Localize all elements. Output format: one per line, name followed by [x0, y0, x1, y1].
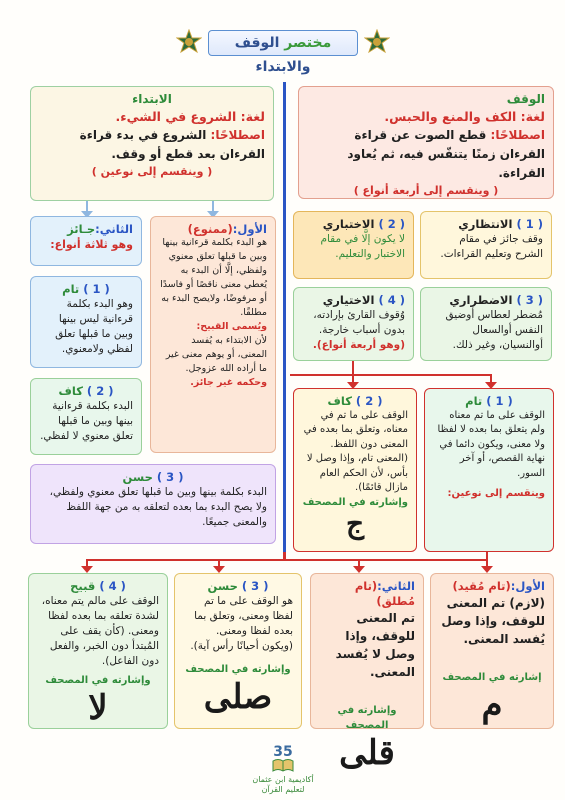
mamnu-name: (ممنوع) — [187, 222, 233, 236]
bottom-text: الوقف على مالم يتم معناه، لشدة تعلقه بما بعده لفظا ومعنى. (كأن يقف على المُبتدأ دون الخبر، والفعل دون الفاعل). — [41, 595, 159, 667]
type-name: تام — [465, 394, 483, 408]
ikhtiyari-kaf-box — [293, 388, 417, 552]
ornament-star-icon — [176, 29, 202, 55]
ibtida-istilah-label: اصطلاحًا: — [210, 128, 265, 142]
ikhtiyari-tam-box — [424, 388, 554, 552]
type-num: ( 3 ) — [156, 470, 184, 484]
waqf-hasan-box — [174, 573, 302, 729]
jaiz-extra: وهو ثلاثة أنواع: — [50, 238, 133, 251]
mushaf-sign: صلى — [203, 677, 273, 717]
bottom-text: هو الوقف على ما تم لفظا ومعنى، وتعلق بما بعده لفظا ومعنى. (ويكون أحيانًا رأس آية). — [190, 595, 293, 652]
type-text: وُقوف القارئ بإرادته، بدون أسباب خارجة. — [313, 309, 405, 336]
jaiz-type-hasan — [30, 464, 276, 544]
waqf-lugha-label: لغة: — [520, 109, 545, 124]
type-name: حسن — [207, 579, 238, 593]
jaiz-name: جـائز — [67, 222, 96, 236]
bottom-name: (تام مُقيد) — [452, 579, 511, 593]
type-num: ( 1 ) — [83, 282, 110, 296]
type-name: كاف — [327, 394, 352, 408]
sign-label: وإشارته في المصحف — [185, 664, 291, 675]
kaf-sign: ج — [345, 507, 365, 540]
ibtida-istilah: الشروع في بدء قراءة القرءان بعد قطع أو وقف. — [79, 128, 265, 161]
bottom-name: (تام مُطلق) — [354, 579, 415, 608]
type-text: لا يكون إلَّا في مقام الاختبار والتعليم. — [320, 233, 405, 260]
kaf-text: الوقف على ما تم في معناه، وتعلق بما بعده في المعنى دون اللفظ. (المعنى تام، وإذا وصل لا بأس، لأن الحكم العام مازال قائمًا). — [303, 409, 408, 493]
academy-logo — [252, 758, 314, 794]
page-title — [208, 30, 358, 75]
bottom-label: الثاني: — [377, 579, 415, 593]
type-num: ( 3 ) — [516, 293, 543, 307]
ibtida-lugha-label: لغة: — [240, 109, 265, 124]
book-icon — [272, 758, 294, 772]
sign-label: وإشارته في المصحف — [45, 675, 151, 686]
qabih-label: ويُسمى القبيح: — [196, 321, 267, 332]
waqf-divides: ( وينقسم إلى أربعة أنواع ) — [353, 184, 499, 197]
type-name: قبيح — [70, 579, 96, 593]
page-number: 35 — [273, 744, 293, 760]
ibtida-definition-box — [30, 86, 274, 201]
type-num: ( 2 ) — [378, 217, 405, 231]
tam-text: الوقف على ما تم معناه ولم يتعلق بما بعده لا لفظا ولا معنى، ويكون دائما في نهاية القصص، أو آخر السور. — [437, 409, 545, 479]
type-text: مُضطر لعطاس أوضيق النفس أوالسعال أوالنسيان، وغير ذلك. — [445, 309, 543, 351]
center-divider — [283, 82, 286, 552]
type-num: ( 2 ) — [355, 394, 383, 408]
ornament-star-icon — [364, 29, 390, 55]
ibtida-lugha: الشروع في الشيء. — [115, 109, 237, 124]
jaiz-type-kaf — [30, 378, 142, 455]
logo-text: أكاديمية ابن عثمان لتعليم القرآن — [252, 775, 314, 794]
type-text: البدء بكلمة قرءانية بينها وبين ما قبلها تعلق معنوي لا لفظي. — [40, 400, 133, 442]
type-name: الانتظاري — [458, 217, 513, 231]
mushaf-sign: قلى — [339, 733, 395, 773]
mushaf-sign: م — [481, 685, 503, 725]
type-name: كاف — [58, 384, 83, 398]
sign-label: وإشارته في المصحف — [337, 705, 397, 731]
type-num: ( 4 ) — [99, 579, 126, 593]
ibtida-jaiz-box — [30, 216, 142, 266]
waqf-istilah-label: اصطلاحًا: — [490, 128, 545, 142]
arrow-down-icon — [353, 566, 365, 573]
tam-divides: وينقسم إلى نوعين: — [447, 488, 545, 499]
type-num: ( 1 ) — [486, 394, 513, 408]
tam-mutlaq-box — [310, 573, 424, 773]
type-text: وقف جائز في مقام الشرح وتعليم القراءات. — [440, 233, 543, 260]
arrow-down-icon — [81, 566, 93, 573]
type-extra: (وهو أربعة أنواع). — [312, 339, 405, 351]
waqf-type-ikhtiyari — [293, 287, 414, 361]
type-num: ( 2 ) — [86, 384, 114, 398]
type-num: ( 4 ) — [378, 293, 405, 307]
waqf-type-ikhtibari — [293, 211, 414, 279]
waqf-definition-box — [298, 86, 554, 199]
title-part2: الوقف والابتداء — [234, 35, 311, 75]
title-part1: مختصر — [284, 35, 332, 51]
waqf-heading: الوقف — [506, 92, 545, 106]
type-num: ( 1 ) — [516, 217, 543, 231]
qabih-text: لأن الابتداء به يُفسد المعنى، أو يوهم معنى غير ما أراده الله عزوجل. — [165, 335, 267, 374]
kaf-sign-label: وإشارته في المصحف — [302, 496, 408, 508]
waqf-type-intizari — [420, 211, 552, 279]
sign-label: إشارته في المصحف — [442, 672, 542, 683]
ibtida-divides: ( وينقسم إلى نوعين ) — [91, 165, 213, 178]
mamnu-text: هو البدء بكلمة قرءانية بينها وبين ما قبلها تعلق معنوي ولفظي، إلَّا أن البدء به يُعطي معنى ناقصًا أو فاسدًا أو مرفوضًا، ولايصح البدء به مطلقًا. — [160, 237, 267, 318]
arrow-down-icon — [213, 566, 225, 573]
bottom-label: الأول: — [510, 579, 545, 593]
type-name: الاختباري — [322, 217, 375, 231]
jaiz-type-tam — [30, 276, 142, 368]
waqf-type-idtirari — [420, 287, 552, 361]
type-name: تام — [62, 282, 80, 296]
mamnu-label: الأول: — [232, 222, 267, 236]
waqf-qabih-box — [28, 573, 168, 729]
waqf-istilah: قطع الصوت عن قراءة القرءان زمنًا يتنفّس فيه، ثم يُعاود القراءة. — [347, 128, 545, 180]
waqf-lugha: الكف والمنع والحبس. — [384, 109, 517, 124]
type-name: الاضطراري — [449, 293, 513, 307]
type-text: البدء بكلمة بينها وبين ما قبلها تعلق معنوي ولفظي، ولا يصح البدء بما بعده لتعلقه به من جهة اللفظ والمعنى جميعًا. — [49, 486, 267, 528]
ibtida-mamnu-box — [150, 216, 276, 453]
type-name: حسن — [122, 470, 153, 484]
ibtida-heading: الابتداء — [132, 92, 172, 106]
bottom-big-text: تم المعنى للوقف، وإذا وصل لا يُفسد المعنى. — [335, 611, 415, 679]
bottom-big-text: (لازم) تم المعنى للوقف، وإذا وصل يُفسد المعنى. — [441, 596, 545, 646]
type-num: ( 3 ) — [241, 579, 269, 593]
type-text: وهو البدء بكلمة قرءانية ليس بينها وبين ما قبلها تعلق لفظي ولامعنوي. — [55, 298, 133, 355]
mamnu-hukm: وحكمه غير جائز. — [190, 377, 267, 388]
mushaf-sign: لا — [88, 688, 108, 728]
type-name: الاختياري — [322, 293, 375, 307]
arrow-down-icon — [481, 566, 493, 573]
tam-muqayyad-box — [430, 573, 554, 729]
jaiz-label: الثاني: — [95, 222, 133, 236]
